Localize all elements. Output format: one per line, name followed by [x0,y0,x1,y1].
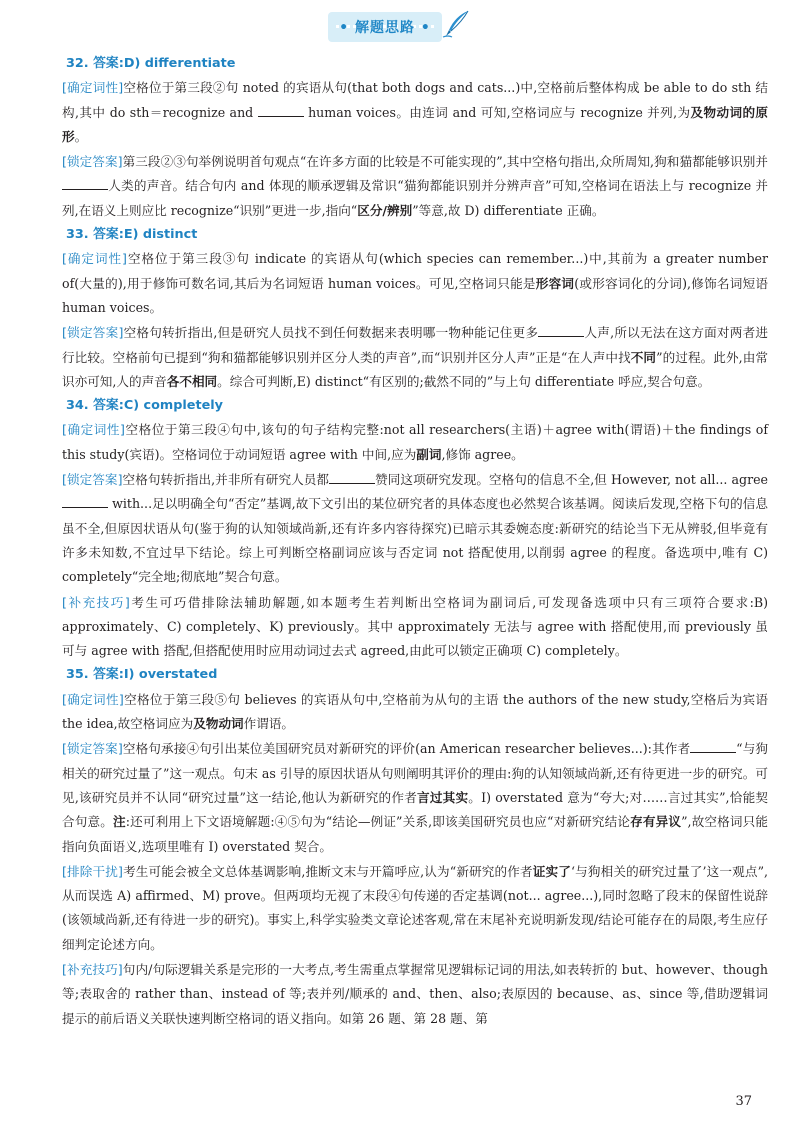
tag-extra-tip: [补充技巧] [62,594,130,610]
answer-blank [329,471,375,484]
answer-blank [690,740,736,753]
tag-lock-answer: [锁定答案] [62,154,123,170]
tag-lock-answer: [锁定答案] [62,472,123,488]
q34-answer-paragraph: [锁定答案]空格句转折指出,并非所有研究人员都 赞同这项研究发现。空格句的信息不全,但 However, not all... agree with...足以明确全句“否定”基调,故下文引出的某位研究者的具体态度也必然契合该基调。阅读后发现,空格下句的信息虽不全,但原因状语从句(鉴于狗的认知领域尚新,还有许多内容待探究)已暗示其委婉态度:新研究的结论当下无从辨驳,但毕竟有许多未知数,不宜过早下结论。综上可判断空格副词应该与否定词 not 搭配使用,以削弱 agree 的程度。备选项中,唯有 C) completely“完全地;彻底地”契合句意。 [62,472,768,585]
answer-blank [62,177,108,190]
tag-exclude-distractor: [排除干扰] [62,863,123,879]
tag-extra-tip: [补充技巧] [62,961,123,977]
title-dot-right: • [420,20,431,36]
section-title-text: 解题思路 [355,20,415,36]
q32-part-of-speech-paragraph: [确定词性]空格位于第三段②句 noted 的宾语从句(that both dogs and cats...)中,空格前后整体构成 be able to do sth 结构,其中 do sth＝recognize and human voices。由连词 and 可知,空格词应与 recognize 并列,为及物动词的原形。 [62,80,769,144]
section-title [328,17,442,37]
q35-heading: 35. 答案:I) overstated [66,667,218,683]
tag-part-of-speech: [确定词性] [62,422,125,438]
tag-part-of-speech: [确定词性] [62,691,124,707]
q34-tip-paragraph: [补充技巧]考生可巧借排除法辅助解题,如本题考生若判断出空格词为副词后,可发现备选项中只有三项符合要求:B) approximately、C) completely、K) previously。其中 approximately 无法与 agree with 搭配使用,而 previously 虽可与 agree with 搭配,但搭配使用时应用动词过去式 agreed,由此可以锁定正确项 C) completely。 [62,594,769,659]
q35-distractor-paragraph: [排除干扰]考生可能会被全文总体基调影响,推断文末与开篇呼应,认为“新研究的作者证实了‘与狗相关的研究过量了’这一观点”,从而误选 A) affirmed、M) prove。但两项均无视了末段④句传递的否定基调(not... agree...),同时忽略了段末的保留性说辞(该领域尚新,还有待进一步的研究)。事实上,科学实验类文章论述客观,常在末尾补充说明新发现/结论可能存在的局限,考生应仔细判定论述方向。 [62,863,769,952]
answer-blank [62,495,108,508]
tag-lock-answer: [锁定答案] [62,325,124,341]
q32-answer-paragraph: [锁定答案]第三段②③句举例说明首句观点“在许多方面的比较是不可能实现的”,其中空格句指出,众所周知,狗和猫都能够识别并人类的声音。结合句内 and 体现的顺承逻辑及常识“猫狗都能识别并分辨声音”可知,空格词在语法上与 recognize 并列,在语义上则应比 recognize“识别”更进一步,指向“区分/辨别”等意,故 D) differentiate 正确。 [62,154,768,218]
answer-analysis [62,52,768,1031]
q32-heading: 32. 答案:D) differentiate [66,56,236,71]
q33-part-of-speech-paragraph: [确定词性]空格位于第三段③句 indicate 的宾语从句(which species can remember...)中,其前为 a greater number of(大量的),用于修饰可数名词,其后为名词短语 human voices。可见,空格词只能是形容词(或形容词化的分词),修饰名词短语 human voices。 [62,251,769,315]
q35-answer-paragraph: [锁定答案]空格句承接④句引出某位美国研究员对新研究的评价(an American researcher believes...):其作者 “与狗相关的研究过量了”这一观点。句末 as 引导的原因状语从句则阐明其评价的理由:狗的认知领域尚新,还有待更进一步的研究。可见,该研究员并不认同“研究过量”这一结论,他认为新研究的作者言过其实。I) overstated 意为“夸大;对……言过其实”,恰能契合句意。注:还可利用上下文语境解题:④⑤句为“结论—例证”关系,即该美国研究员也应“对新研究结论存有异议”,故空格词只能指向负面语义,选项里唯有 I) overstated 契合。 [62,741,769,854]
answer-blank [258,104,304,117]
q34-part-of-speech-paragraph: [确定词性]空格位于第三段④句中,该句的句子结构完整:not all researchers(主语)＋agree with(谓语)＋the findings of this study(宾语)。空格词位于动词短语 agree with 中间,应为副词,修饰 agree。 [62,422,768,462]
tag-part-of-speech: [确定词性] [62,80,124,96]
q35-tip-paragraph: [补充技巧]句内/句际逻辑关系是完形的一大考点,考生需重点掌握常见逻辑标记词的用法,如表转折的 but、however、though 等;表取舍的 rather than、instead of 等;表并列/顺承的 and、then、also;表原因的 because、as、since 等,借助逻辑词提示的前后语义关联快速判断空格词的语义指向。如第 26 题、第 28 题、第 [62,961,768,1026]
title-dot-left: • [339,20,350,36]
q34-heading: 34. 答案:C) completely [66,398,223,414]
tag-part-of-speech: [确定词性] [62,251,127,267]
section-banner [328,12,442,42]
q33-heading: 33. 答案:E) distinct [66,227,198,243]
q35-part-of-speech-paragraph: [确定词性]空格位于第三段⑤句 believes 的宾语从句中,空格前为从句的主语 the authors of the new study,空格后为宾语 the idea,故空格词应为及物动词作谓语。 [62,691,768,732]
answer-blank [538,324,584,337]
page-number: 37 [735,1094,752,1109]
tag-lock-answer: [锁定答案] [62,741,123,757]
quill-pen-icon [440,8,472,40]
q33-answer-paragraph: [锁定答案]空格句转折指出,但是研究人员找不到任何数据来表明哪一物种能记住更多 人声,所以无法在这方面对两者进行比较。空格前句已提到“狗和猫都能够识别并区分人类的声音”,而“识别并区分人声”正是“在人声中找不同”的过程。此外,由常识亦可知,人的声音各不相同。综合可判断,E) distinct“有区别的;截然不同的”与上句 differentiate 呼应,契合句意。 [62,325,768,389]
